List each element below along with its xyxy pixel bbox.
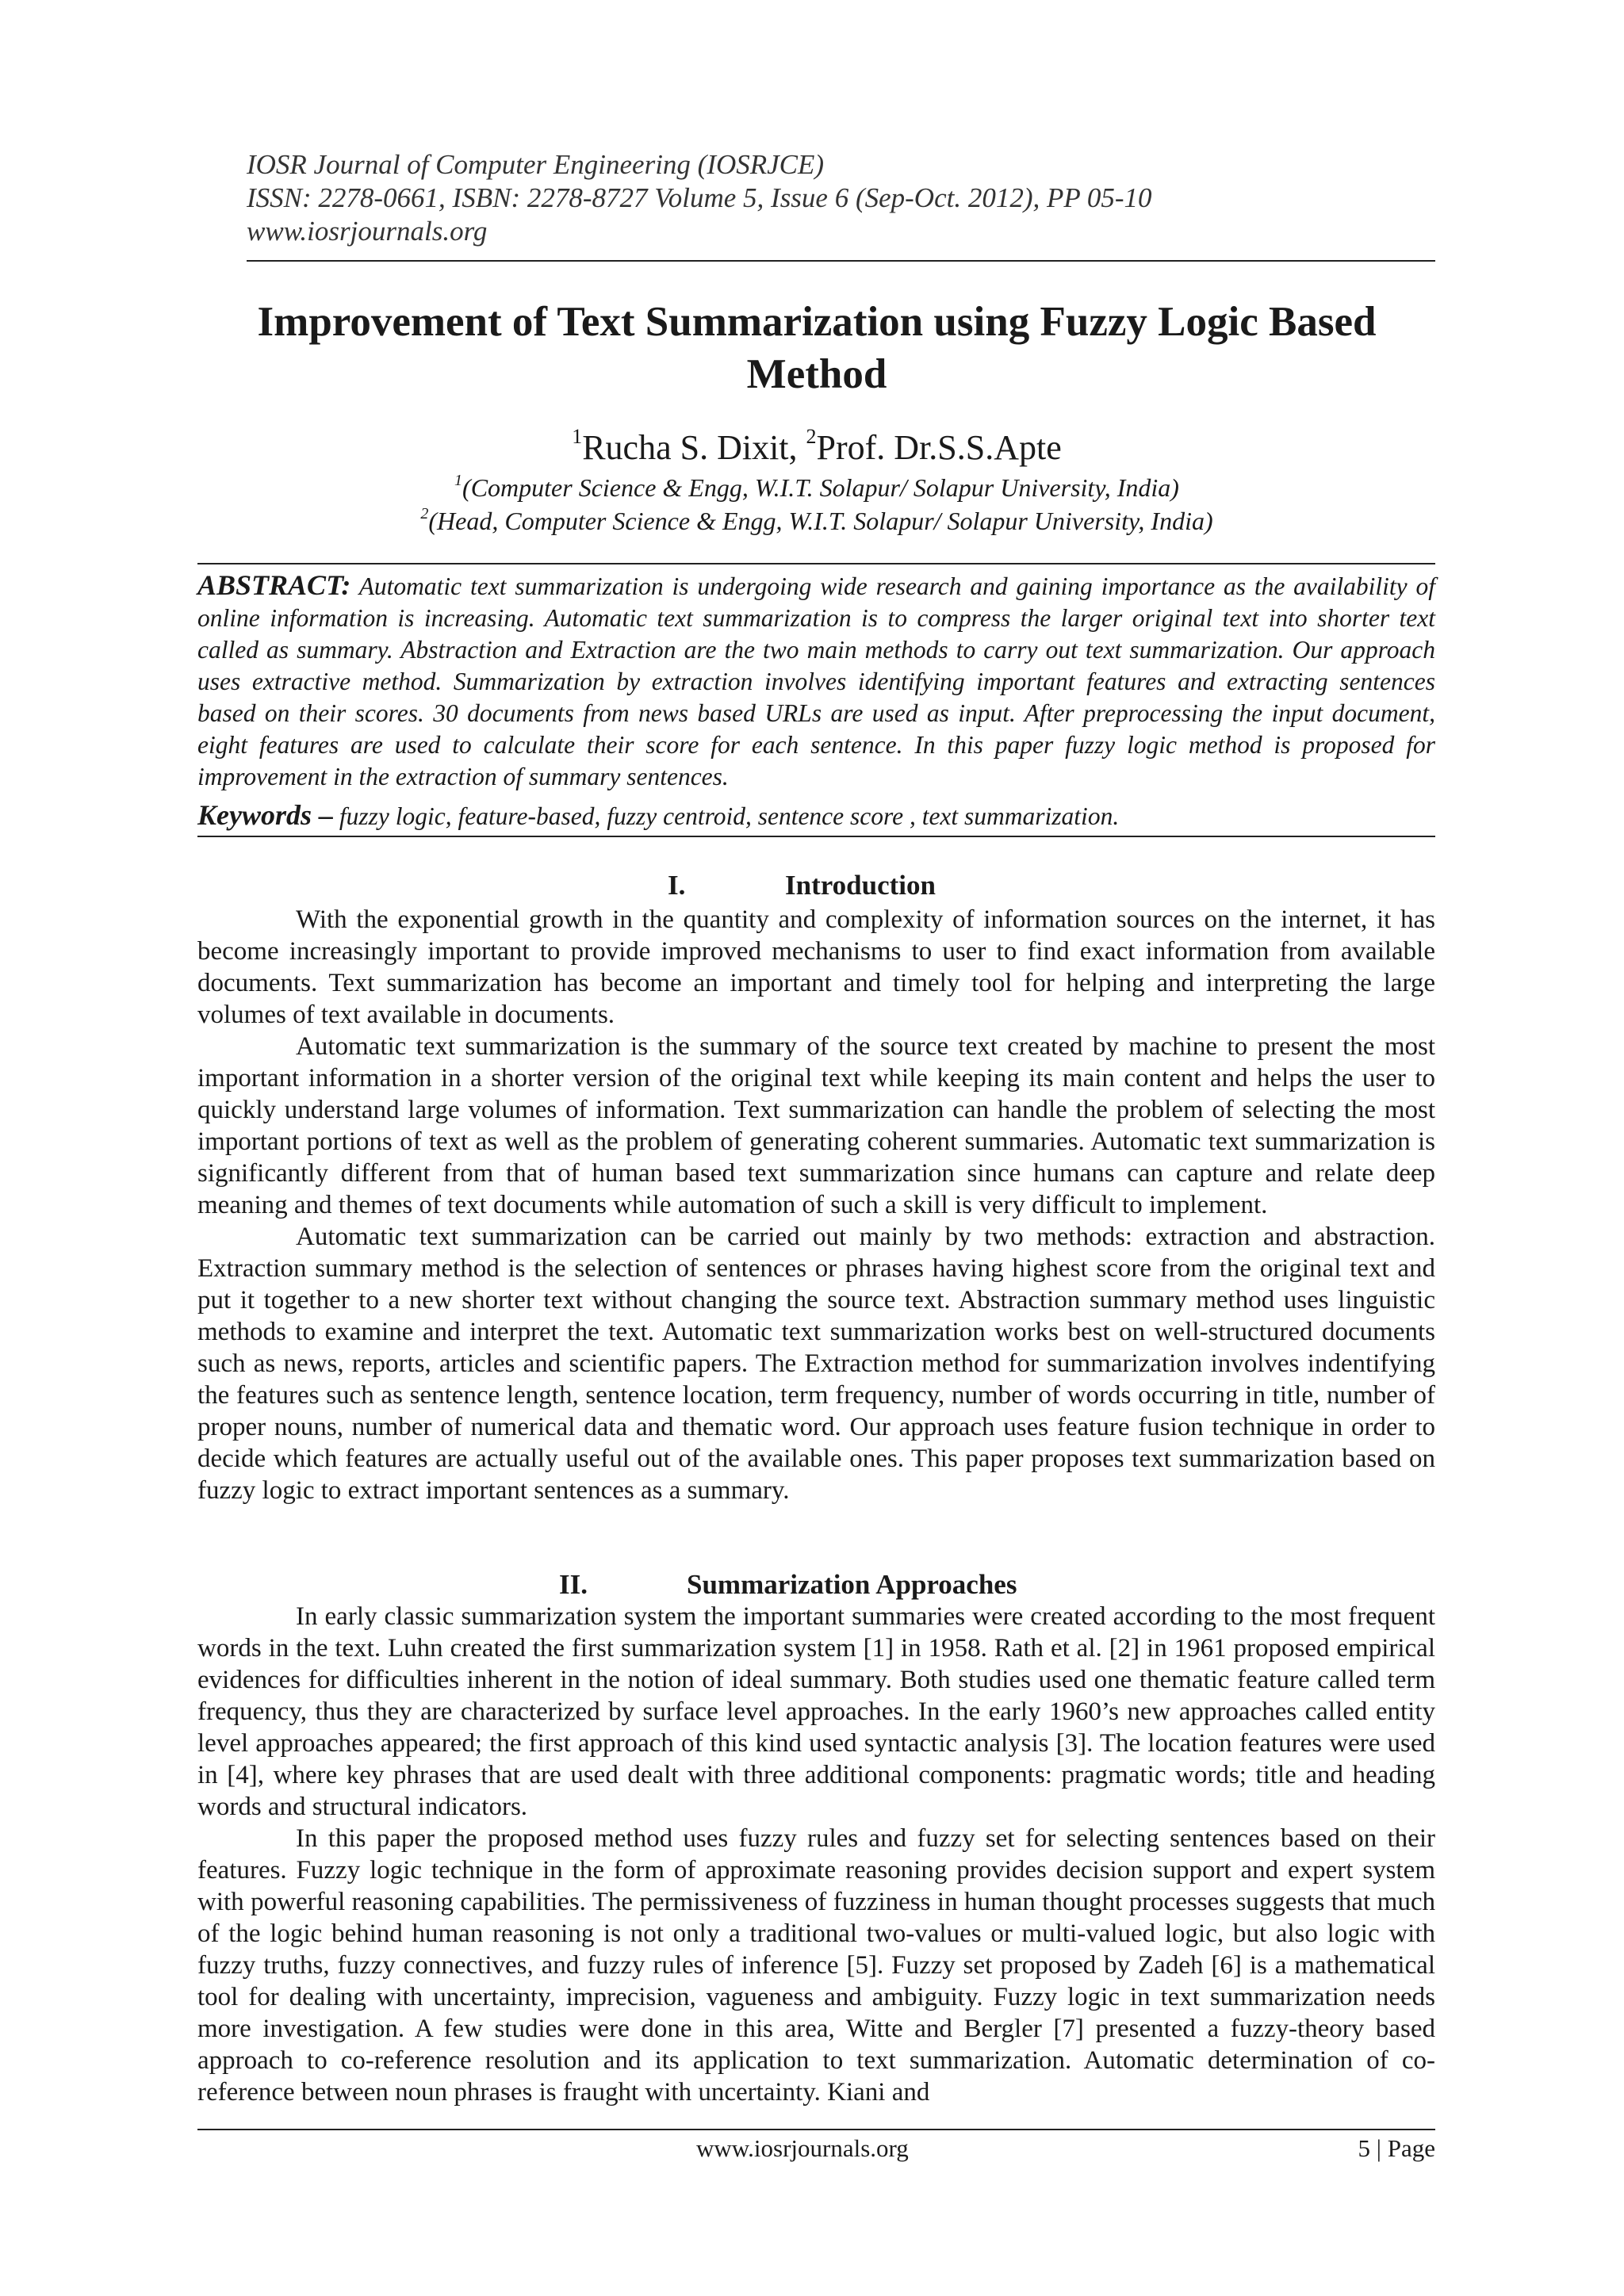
header-rule xyxy=(247,260,1435,262)
affiliation-2 xyxy=(182,505,1451,537)
section-2-title: Summarization Approaches xyxy=(687,1569,1017,1600)
journal-website: www.iosrjournals.org xyxy=(247,216,488,247)
keywords xyxy=(197,799,1435,832)
paper-title xyxy=(182,296,1451,400)
abstract-text: Automatic text summarization is undergoing wide research and gaining importance as the availability of online information is increasing. Automatic text summarization is to compress the larger original text into shorter text called as summary. Abstraction and Extraction are the two main methods to carry out text summarization. Our approach uses extractive method. Summarization by extraction involves identifying important features and extracting sentences based on their scores. 30 documents from news based URLs are used as input. After preprocessing the input document, eight features are used to calculate their score for each sentence. In this paper fuzzy logic method is proposed for improvement in the extraction of summary sentences. xyxy=(197,572,1435,790)
journal-header xyxy=(247,148,1436,248)
author1-name: Rucha S. Dixit, xyxy=(582,428,798,467)
abstract-bottom-rule xyxy=(197,836,1435,837)
affiliation-2-superscript: 2 xyxy=(420,505,429,522)
keywords-text: fuzzy logic, feature-based, fuzzy centroid, sentence score , text summarization. xyxy=(339,802,1120,830)
section-1-number: I. xyxy=(668,870,686,901)
affiliation-1-superscript: 1 xyxy=(454,472,463,489)
section-1-paragraph-3: Automatic text summarization can be carried out mainly by two methods: extraction and abstraction. Extraction summary method is the selection of sentences or phrases having highest score from the original text and put it together to a new shorter text without changing the source text. Abstraction summary method uses linguistic methods to examine and interpret the text. Automatic text summarization works best on well-structured documents such as news, reports, articles and scientific papers. The Extraction method for summarization involves indentifying the features such as sentence length, sentence location, term frequency, number of words occurring in title, number of proper nouns, number of numerical data and thematic word. Our approach uses feature fusion technique in order to decide which features are actually useful out of the available ones. This paper proposes text summarization based on fuzzy logic to extract important sentences as a summary. xyxy=(197,1223,1435,1505)
affiliation-1 xyxy=(182,472,1451,503)
section-2-paragraph-2: In this paper the proposed method uses fuzzy rules and fuzzy set for selecting sentences based on their features. Fuzzy logic technique in the form of approximate reasoning provides decision support and expert system with powerful reasoning capabilities. The permissiveness of fuzziness in human thought processes suggests that much of the logic behind human reasoning is not only a traditional two-values or multi-valued logic, but also logic with fuzzy truths, fuzzy connectives, and fuzzy rules of inference [5]. Fuzzy set proposed by Zadeh [6] is a mathematical tool for dealing with uncertainty, imprecision, vagueness and ambiguity. Fuzzy logic in text summarization needs more investigation. A few studies were done in this area, Witte and Bergler [7] presented a fuzzy-theory based approach to co-reference resolution and its application to text summarization. Automatic determination of co-reference between noun phrases is fraught with uncertainty. Kiani and xyxy=(197,1824,1435,2107)
section-1-body xyxy=(197,904,1435,1506)
section-1-heading xyxy=(0,869,1624,902)
affiliation-2-text: (Head, Computer Science & Engg, W.I.T. Solapur/ Solapur University, India) xyxy=(428,507,1213,535)
footer-website: www.iosrjournals.org xyxy=(696,2134,909,2162)
section-1-title: Introduction xyxy=(785,870,936,901)
footer-rule xyxy=(197,2129,1435,2130)
author2-name: Prof. Dr.S.S.Apte xyxy=(816,428,1062,467)
journal-name: IOSR Journal of Computer Engineering (IOSRJCE) xyxy=(247,149,825,180)
keywords-label: Keywords – xyxy=(197,799,333,831)
abstract-label: ABSTRACT: xyxy=(197,569,351,601)
author1-superscript: 1 xyxy=(572,425,583,448)
title-line-2: Method xyxy=(746,351,887,397)
section-2-heading xyxy=(0,1568,1624,1601)
section-2-paragraph-1: In early classic summarization system the important summaries were created according to the most frequent words in the text. Luhn created the first summarization system [1] in 1958. Rath et al. [2] in 1961 proposed empirical evidences for difficulties inherent in the notion of ideal summary. Both studies used one thematic feature called term frequency, thus they are characterized by surface level approaches. In the early 1960’s new approaches called entity level approaches appeared; the first approach of this kind used syntactic analysis [3]. The location features were used in [4], where key phrases that are used dealt with three additional components: pragmatic words; title and heading words and structural indicators. xyxy=(197,1602,1435,1821)
section-1-paragraph-1: With the exponential growth in the quantity and complexity of information sources on the internet, it has become increasingly important to provide improved mechanisms to user to find exact information from available documents. Text summarization has become an important and timely tool for helping and interpreting the large volumes of text available in documents. xyxy=(197,905,1435,1029)
journal-issn: ISSN: 2278-0661, ISBN: 2278-8727 Volume 5, Issue 6 (Sep-Oct. 2012), PP 05-10 xyxy=(247,182,1152,213)
abstract-top-rule xyxy=(197,563,1435,564)
footer-page-number: 5 | Page xyxy=(1358,2134,1435,2162)
affiliation-1-text: (Computer Science & Engg, W.I.T. Solapur/ Solapur University, India) xyxy=(462,473,1179,502)
author-line xyxy=(182,427,1451,469)
section-2-body xyxy=(197,1601,1435,2108)
section-1-paragraph-2: Automatic text summarization is the summary of the source text created by machine to present the most important information in a shorter version of the original text while keeping its main content and helps the user to quickly understand large volumes of information. Text summarization can handle the problem of selecting the most important portions of text as well as the problem of generating coherent summaries. Automatic text summarization is significantly different from that of human based text summarization since humans can capture and relate deep meaning and themes of text documents while automation of such a skill is very difficult to implement. xyxy=(197,1032,1435,1219)
author2-superscript: 2 xyxy=(806,425,817,448)
title-line-1: Improvement of Text Summarization using Fuzzy Logic Based xyxy=(257,299,1377,345)
section-2-number: II. xyxy=(559,1569,588,1600)
abstract xyxy=(197,569,1435,793)
